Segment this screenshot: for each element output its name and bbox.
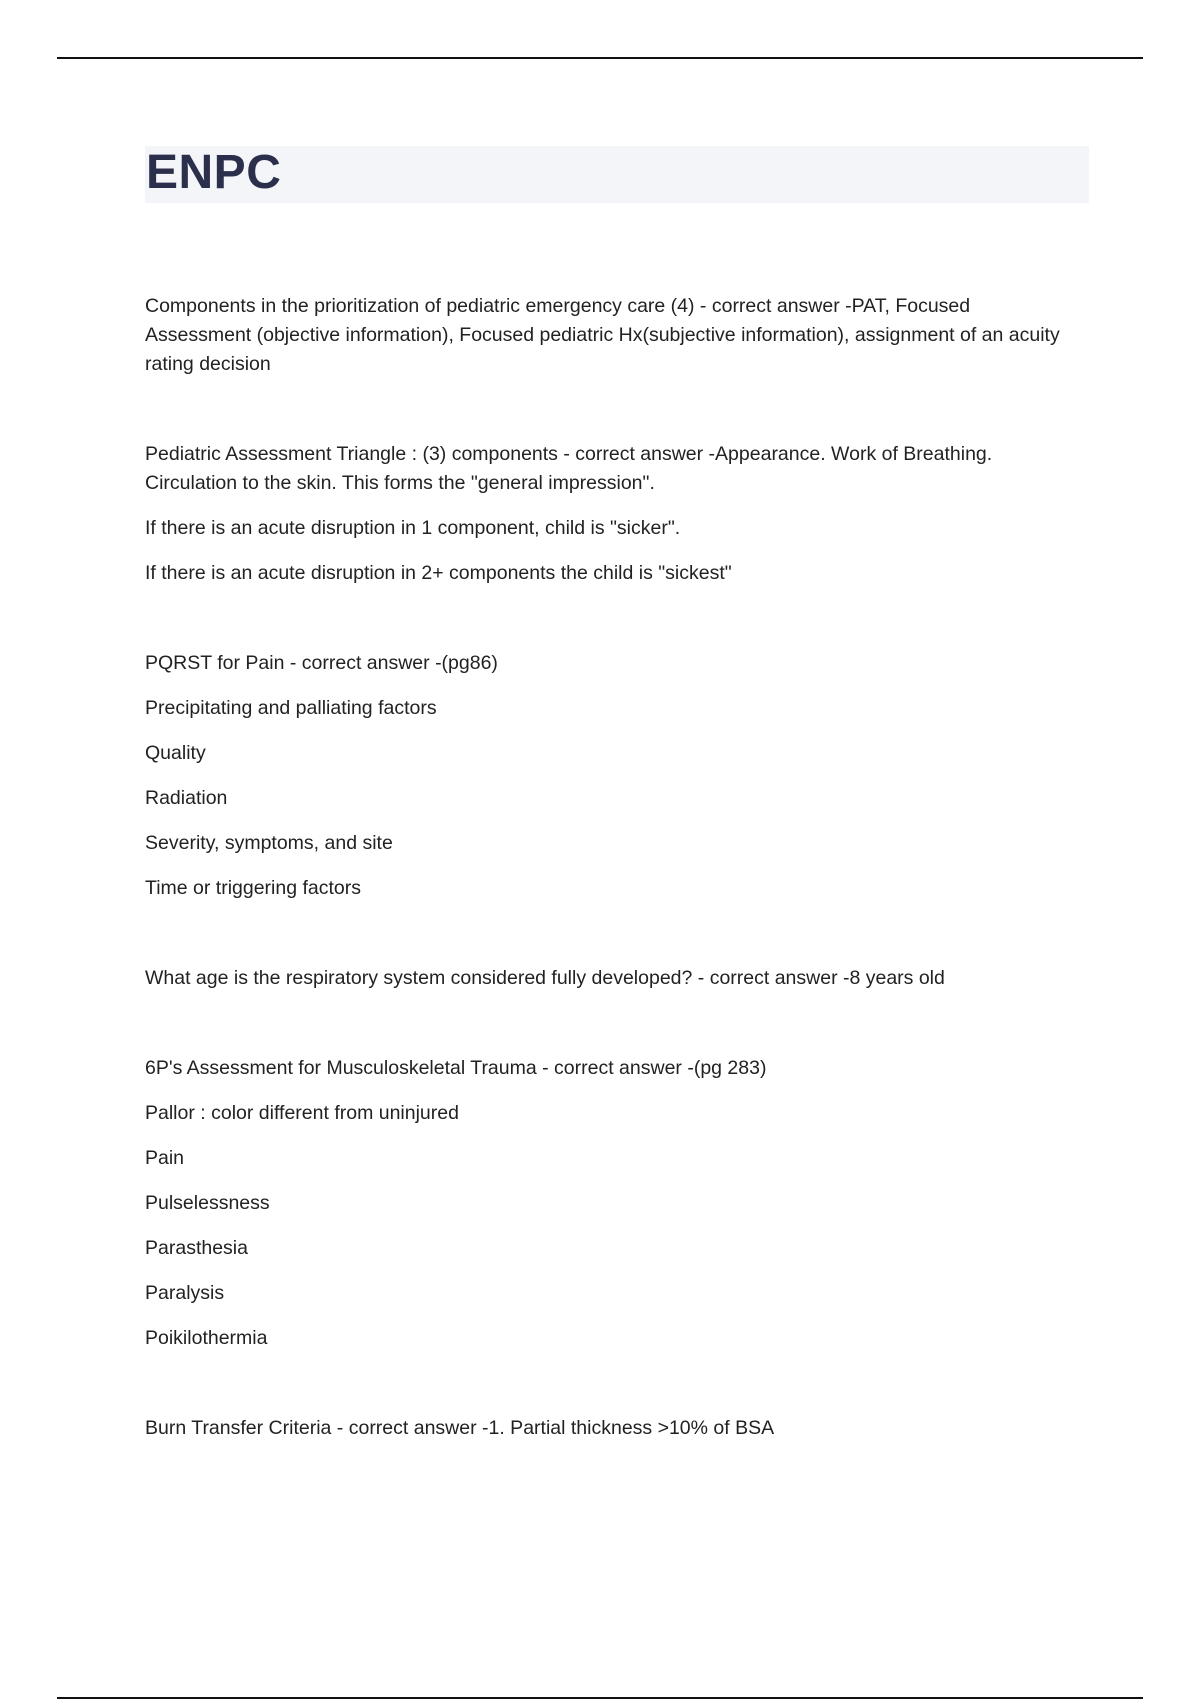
qa-entry-prioritization xyxy=(145,292,1065,379)
entry-text: Quality xyxy=(145,742,206,764)
entry-text: Radiation xyxy=(145,787,228,809)
entry-text: Severity, symptoms, and site xyxy=(145,832,393,854)
qa-entry-pat xyxy=(145,440,1065,588)
document-body xyxy=(145,292,1065,1504)
entry-text: Components in the prioritization of pediatric emergency care (4) - correct answer -PAT, Focused Assessment (objective information), Focused pediatric Hx(subjective information), assignment of an acuity rating decision xyxy=(145,295,1060,375)
entry-text: Pain xyxy=(145,1147,185,1169)
qa-entry-6ps xyxy=(145,1054,1065,1353)
entry-text: Paralysis xyxy=(145,1282,225,1304)
entry-text: Parasthesia xyxy=(145,1237,248,1259)
entry-text: Burn Transfer Criteria - correct answer -1. Partial thickness >10% of BSA xyxy=(145,1417,775,1439)
document-title: ENPC xyxy=(146,146,282,199)
top-rule xyxy=(57,57,1143,59)
title-highlight xyxy=(145,146,1089,203)
entry-text: If there is an acute disruption in 1 component, child is "sicker". xyxy=(145,517,681,539)
entry-text: Time or triggering factors xyxy=(145,877,362,899)
entry-text: If there is an acute disruption in 2+ components the child is "sickest" xyxy=(145,562,732,584)
qa-entry-respiratory xyxy=(145,964,1065,993)
entry-text: Pulselessness xyxy=(145,1192,270,1214)
entry-text: Pediatric Assessment Triangle : (3) components - correct answer -Appearance. Work of Breathing. Circulation to the skin. This forms the "general impression". xyxy=(145,443,993,494)
qa-entry-pqrst xyxy=(145,649,1065,903)
entry-text: What age is the respiratory system considered fully developed? - correct answer -8 years old xyxy=(145,967,945,989)
entry-text: Precipitating and palliating factors xyxy=(145,697,437,719)
entry-text: 6P's Assessment for Musculoskeletal Trauma - correct answer -(pg 283) xyxy=(145,1057,767,1079)
entry-text: Poikilothermia xyxy=(145,1327,268,1349)
entry-text: Pallor : color different from uninjured xyxy=(145,1102,459,1124)
bottom-rule xyxy=(57,1697,1143,1699)
qa-entry-burn xyxy=(145,1414,1065,1443)
entry-text: PQRST for Pain - correct answer -(pg86) xyxy=(145,652,498,674)
